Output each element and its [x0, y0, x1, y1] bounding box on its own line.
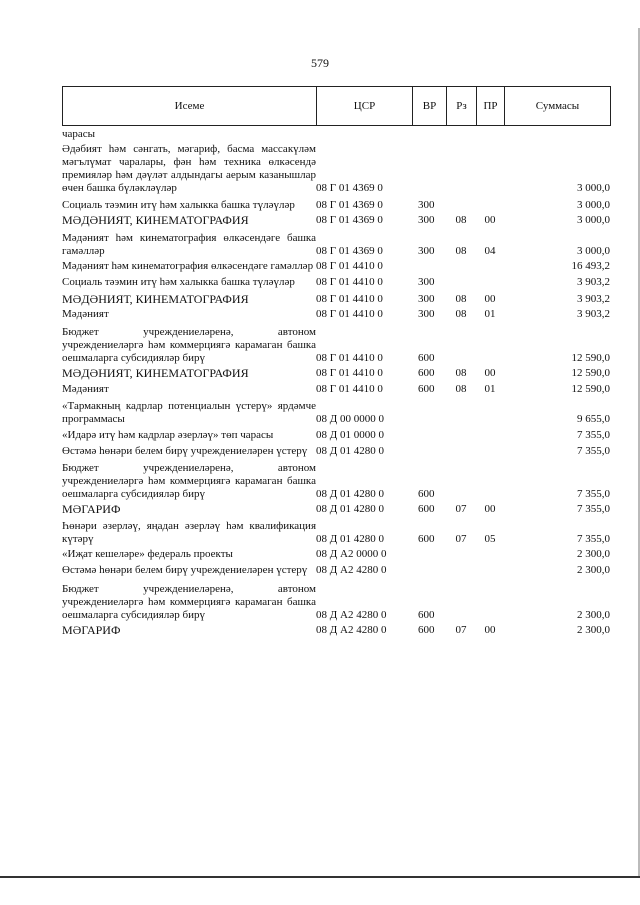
row-sum: 16 493,2 — [571, 260, 610, 272]
row-vr: 600 — [418, 609, 435, 621]
row-rz: 08 — [455, 214, 467, 226]
row-sum: 7 355,0 — [577, 429, 610, 441]
table-row — [62, 326, 610, 365]
row-name: МӘДӘНИЯТ, КИНЕМАТОГРАФИЯ — [62, 366, 249, 380]
row-sum: 7 355,0 — [577, 503, 610, 515]
row-name: Бюджет учреждениеләренә, автоном учреждениеләргә һәм коммерциягә карамаган башка оешмаларга субсидияләр бирү — [62, 583, 316, 621]
row-vr: 600 — [418, 624, 435, 636]
row-name: Әдәбият һәм сәнгать, мәгариф, басма массакүләм мәгълүмат чаралары, фән һәм техника өлкәсендә премияләр һәм дәүләт алдындагы аерым казанышлар өчен башка бүләкләүләр — [62, 143, 316, 194]
row-sum: 7 355,0 — [577, 445, 610, 457]
table-row — [62, 214, 610, 227]
row-pr: 05 — [484, 533, 496, 545]
row-name: Мәдәният һәм кинематография өлкәсендәге гамәлләр — [62, 260, 314, 272]
row-vr: 600 — [418, 488, 435, 500]
row-name: Мәдәният — [62, 308, 109, 320]
row-vr: 600 — [418, 352, 435, 364]
row-pr: 00 — [484, 624, 496, 636]
row-name: Һөнәри әзерләү, яңадан әзерләү һәм квалификация күтәрү — [62, 520, 316, 545]
row-sum: 2 300,0 — [577, 609, 610, 621]
row-csr: 08 Г 01 4410 0 — [316, 293, 383, 305]
row-name: МӘГАРИФ — [62, 502, 121, 516]
row-sum: 3 903,2 — [577, 293, 610, 305]
row-sum: 12 590,0 — [571, 383, 610, 395]
row-name: Мәдәният һәм кинематография өлкәсендәге башка гамәлләр — [62, 232, 316, 257]
table-row — [62, 564, 610, 577]
table-row — [62, 276, 610, 289]
row-vr: 300 — [418, 214, 435, 226]
header-pr: ПР — [477, 87, 505, 126]
row-sum: 3 903,2 — [577, 308, 610, 320]
row-sum: 7 355,0 — [577, 533, 610, 545]
table-row — [62, 308, 610, 321]
row-name: чарасы — [62, 128, 96, 140]
row-rz: 07 — [455, 533, 467, 545]
table-row — [62, 503, 610, 516]
row-sum: 2 300,0 — [577, 624, 610, 636]
row-name: Бюджет учреждениеләренә, автоном учреждениеләргә һәм коммерциягә карамаган башка оешмаларга субсидияләр бирү — [62, 326, 316, 364]
row-sum: 3 903,2 — [577, 276, 610, 288]
header-vr: ВР — [413, 87, 447, 126]
table-row — [62, 383, 610, 396]
row-name: «Тармакның кадрлар потенциалын үстерү» ярдәмче программасы — [62, 400, 316, 425]
row-sum: 12 590,0 — [571, 352, 610, 364]
row-vr: 300 — [418, 293, 435, 305]
row-sum: 3 000,0 — [577, 214, 610, 226]
row-csr: 08 Д А2 4280 0 — [316, 624, 387, 636]
table-row — [62, 260, 610, 273]
row-csr: 08 Д 01 4280 0 — [316, 488, 385, 500]
row-vr: 600 — [418, 367, 435, 379]
row-csr: 08 Г 01 4369 0 — [316, 245, 383, 257]
row-name: МӘДӘНИЯТ, КИНЕМАТОГРАФИЯ — [62, 292, 249, 306]
table-row — [62, 128, 610, 141]
row-pr: 00 — [484, 503, 496, 515]
row-pr: 01 — [484, 308, 496, 320]
table-row — [62, 583, 610, 622]
row-rz: 08 — [455, 308, 467, 320]
row-rz: 08 — [455, 245, 467, 257]
row-rz: 08 — [455, 293, 467, 305]
row-sum: 3 000,0 — [577, 199, 610, 211]
table-row — [62, 400, 610, 426]
page-bottom-border — [0, 876, 640, 878]
row-pr: 04 — [484, 245, 496, 257]
row-csr: 08 Д 01 4280 0 — [316, 445, 385, 457]
row-pr: 00 — [484, 293, 496, 305]
row-name: Мәдәният — [62, 383, 109, 395]
page-number: 579 — [311, 56, 329, 70]
row-vr: 300 — [418, 245, 435, 257]
row-vr: 300 — [418, 199, 435, 211]
row-pr: 01 — [484, 383, 496, 395]
table-row — [62, 143, 610, 195]
row-csr: 08 Г 01 4369 0 — [316, 182, 383, 194]
row-sum: 12 590,0 — [571, 367, 610, 379]
row-csr: 08 Д А2 0000 0 — [316, 548, 387, 560]
row-csr: 08 Г 01 4410 0 — [316, 260, 383, 272]
row-csr: 08 Г 01 4410 0 — [316, 383, 383, 395]
table-row — [62, 199, 610, 212]
row-sum: 7 355,0 — [577, 488, 610, 500]
table-row — [62, 462, 610, 501]
row-vr: 300 — [418, 276, 435, 288]
row-sum: 9 655,0 — [577, 413, 610, 425]
row-rz: 07 — [455, 503, 467, 515]
row-csr: 08 Д 00 0000 0 — [316, 413, 385, 425]
header-name: Исеме — [63, 87, 317, 126]
header-rz: Рз — [447, 87, 477, 126]
row-csr: 08 Д 01 4280 0 — [316, 503, 385, 515]
row-name: Социаль тәэмин итү һәм халыкка башка түләүләр — [62, 199, 295, 211]
row-sum: 2 300,0 — [577, 548, 610, 560]
row-rz: 08 — [455, 383, 467, 395]
row-csr: 08 Г 01 4369 0 — [316, 214, 383, 226]
row-csr: 08 Г 01 4410 0 — [316, 352, 383, 364]
row-name: МӘДӘНИЯТ, КИНЕМАТОГРАФИЯ — [62, 213, 249, 227]
row-csr: 08 Г 01 4410 0 — [316, 308, 383, 320]
row-pr: 00 — [484, 214, 496, 226]
row-name: Социаль тәэмин итү һәм халыкка башка түләүләр — [62, 276, 295, 288]
table-row — [62, 520, 610, 546]
table-header — [62, 86, 611, 126]
table-row — [62, 367, 610, 380]
row-name: «Иҗат кешеләре» федераль проекты — [62, 548, 233, 560]
row-vr: 300 — [418, 308, 435, 320]
table-row — [62, 445, 610, 458]
table-row — [62, 293, 610, 306]
header-csr: ЦСР — [317, 87, 413, 126]
row-name: Өстәмә һөнәри белем бирү учреждениеләрен үстерү — [62, 445, 308, 457]
header-sum: Суммасы — [505, 87, 611, 126]
row-csr: 08 Г 01 4410 0 — [316, 276, 383, 288]
row-csr: 08 Д 01 0000 0 — [316, 429, 385, 441]
table-row — [62, 232, 610, 258]
row-csr: 08 Д 01 4280 0 — [316, 533, 385, 545]
row-name: Өстәмә һөнәри белем бирү учреждениеләрен үстерү — [62, 564, 308, 576]
table-body — [62, 128, 610, 639]
table-row — [62, 548, 610, 561]
row-rz: 08 — [455, 367, 467, 379]
table-row — [62, 429, 610, 442]
row-csr: 08 Г 01 4410 0 — [316, 367, 383, 379]
row-csr: 08 Г 01 4369 0 — [316, 199, 383, 211]
row-vr: 600 — [418, 383, 435, 395]
row-sum: 2 300,0 — [577, 564, 610, 576]
row-name: Бюджет учреждениеләренә, автоном учреждениеләргә һәм коммерциягә карамаган башка оешмаларга субсидияләр бирү — [62, 462, 316, 500]
row-rz: 07 — [455, 624, 467, 636]
row-vr: 600 — [418, 533, 435, 545]
row-csr: 08 Д А2 4280 0 — [316, 609, 387, 621]
table-row — [62, 624, 610, 637]
row-sum: 3 000,0 — [577, 182, 610, 194]
row-csr: 08 Д А2 4280 0 — [316, 564, 387, 576]
row-name: «Идарә итү һәм кадрлар әзерләү» төп чарасы — [62, 429, 274, 441]
row-sum: 3 000,0 — [577, 245, 610, 257]
row-pr: 00 — [484, 367, 496, 379]
row-vr: 600 — [418, 503, 435, 515]
row-name: МӘГАРИФ — [62, 623, 121, 637]
